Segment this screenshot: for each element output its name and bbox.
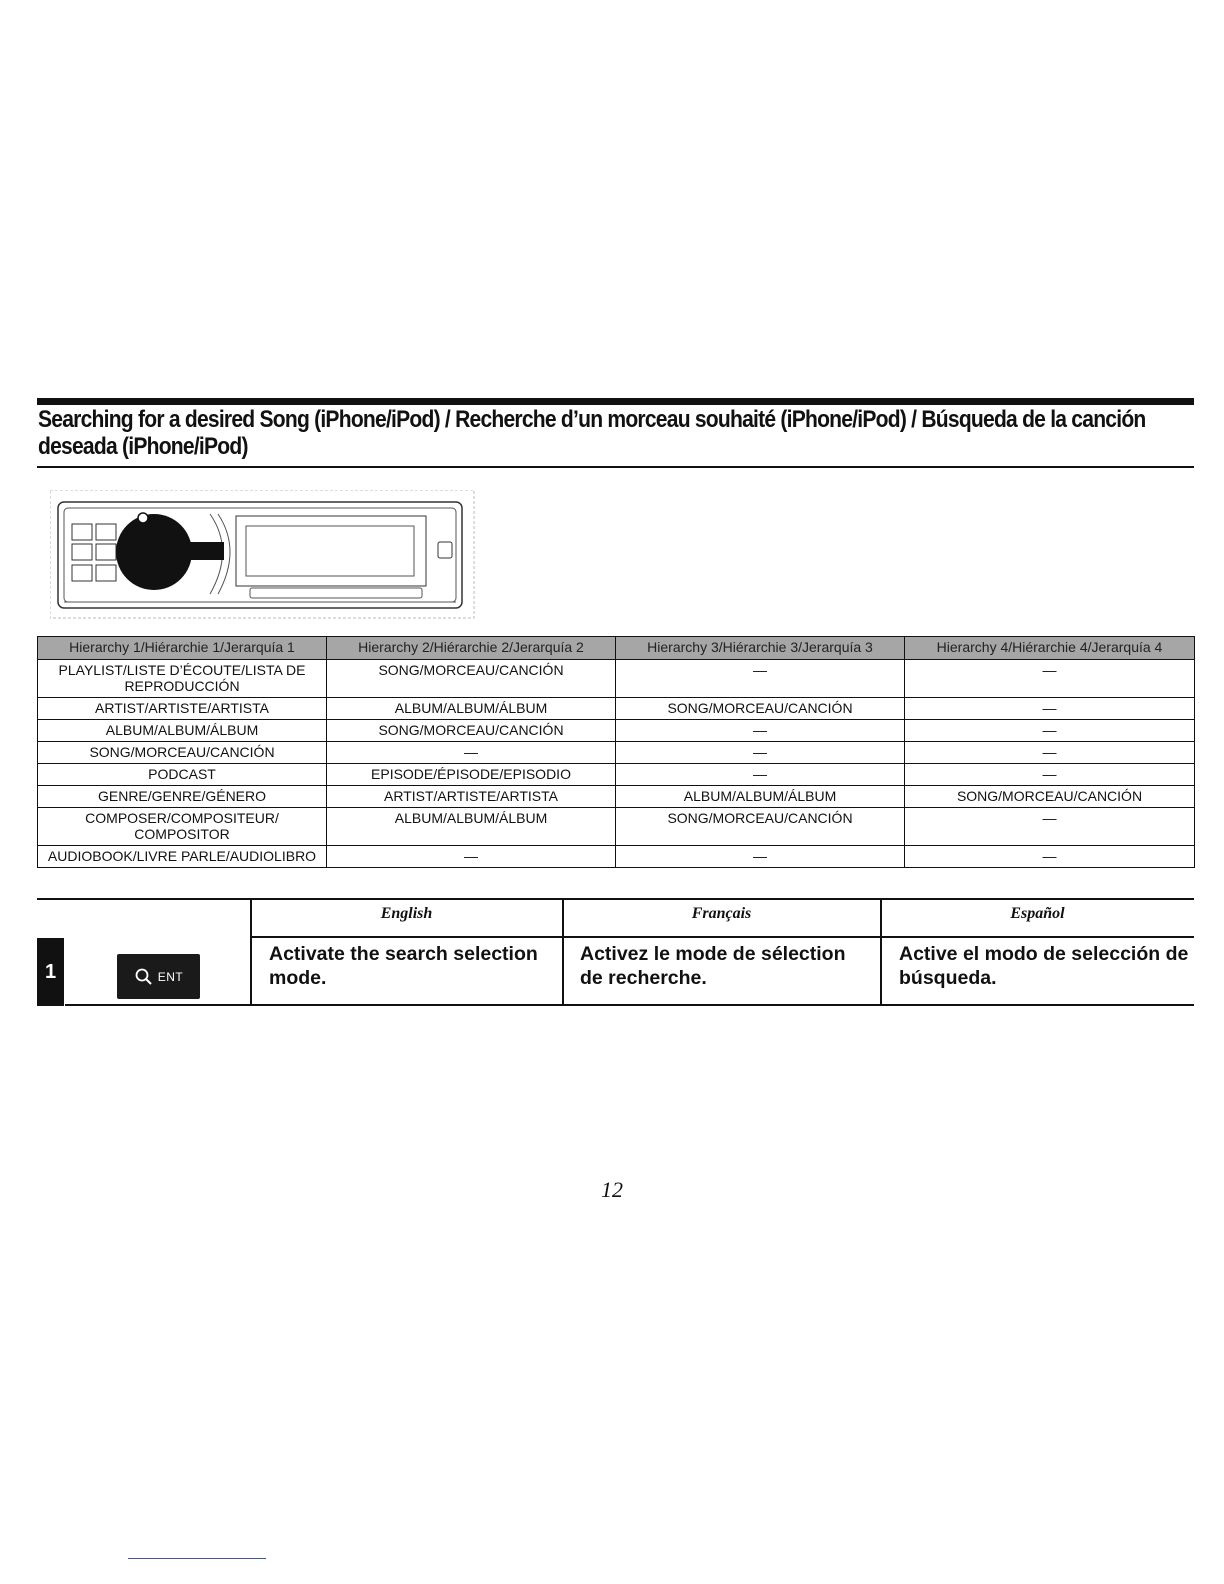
ent-button-label: ENT: [157, 969, 184, 984]
table-cell: —: [616, 720, 905, 742]
table-cell: —: [905, 660, 1195, 698]
table-cell: ARTIST/ARTISTE/ARTISTA: [38, 698, 327, 720]
table-row: [38, 846, 1195, 868]
search-icon: [134, 967, 154, 987]
table-cell: GENRE/GENRE/GÉNERO: [38, 786, 327, 808]
table-cell: —: [616, 742, 905, 764]
hierarchy-table: [37, 636, 1195, 868]
instruction-spanish: Active el modo de selección de búsqueda.: [899, 943, 1189, 989]
header-hierarchy-4: Hierarchy 4/Hiérarchie 4/Jerarquía 4: [905, 637, 1195, 660]
table-cell: —: [616, 846, 905, 868]
instruction-table-bottom-rule: [65, 1004, 1194, 1006]
instruction-english: Activate the search selection mode.: [269, 943, 538, 989]
table-cell: ALBUM/ALBUM/ÁLBUM: [327, 808, 616, 846]
table-row: [38, 720, 1195, 742]
table-cell: —: [905, 764, 1195, 786]
table-header-row: [38, 637, 1195, 660]
table-cell: PODCAST: [38, 764, 327, 786]
instruction-french: Activez le mode de sélection de recherche.: [580, 943, 846, 989]
table-cell: SONG/MORCEAU/CANCIÓN: [38, 742, 327, 764]
table-cell: —: [905, 808, 1195, 846]
table-cell: ALBUM/ALBUM/ÁLBUM: [616, 786, 905, 808]
title-rule: [37, 466, 1194, 468]
language-header-spanish: Español: [1010, 905, 1065, 922]
table-cell: —: [327, 846, 616, 868]
language-header-english: English: [380, 905, 433, 922]
table-cell: SONG/MORCEAU/CANCIÓN: [616, 808, 905, 846]
table-cell: SONG/MORCEAU/CANCIÓN: [327, 720, 616, 742]
table-cell: —: [905, 742, 1195, 764]
table-cell: ALBUM/ALBUM/ÁLBUM: [38, 720, 327, 742]
table-cell: SONG/MORCEAU/CANCIÓN: [616, 698, 905, 720]
title-top-bar: [37, 398, 1194, 405]
table-cell: COMPOSER/COMPOSITEUR/ COMPOSITOR: [38, 808, 327, 846]
table-cell: SONG/MORCEAU/CANCIÓN: [905, 786, 1195, 808]
table-row: [38, 660, 1195, 698]
step-number: 1: [37, 938, 64, 1006]
instruction-table-top-rule: [37, 898, 1194, 900]
header-hierarchy-2: Hierarchy 2/Hiérarchie 2/Jerarquía 2: [327, 637, 616, 660]
instruction-header-rule: [250, 936, 1194, 938]
table-cell: AUDIOBOOK/LIVRE PARLE/AUDIOLIBRO: [38, 846, 327, 868]
table-cell: —: [616, 764, 905, 786]
table-row: [38, 742, 1195, 764]
table-cell: —: [905, 698, 1195, 720]
search-ent-button[interactable]: [117, 954, 200, 999]
car-stereo-icon: [50, 490, 476, 620]
page-title: Searching for a desired Song (iPhone/iPod) / Recherche d’un morceau souhaité (iPhone/iPod) / Búsqueda de la canción deseada (iPhone/iPod): [38, 406, 1146, 460]
header-hierarchy-3: Hierarchy 3/Hiérarchie 3/Jerarquía 3: [616, 637, 905, 660]
table-cell: SONG/MORCEAU/CANCIÓN: [327, 660, 616, 698]
table-row: [38, 808, 1195, 846]
header-hierarchy-1: Hierarchy 1/Hiérarchie 1/Jerarquía 1: [38, 637, 327, 660]
table-cell: PLAYLIST/LISTE D’ÉCOUTE/LISTA DE REPRODUCCIÓN: [38, 660, 327, 698]
table-cell: —: [616, 660, 905, 698]
page-number: 12: [601, 1177, 623, 1202]
table-cell: ARTIST/ARTISTE/ARTISTA: [327, 786, 616, 808]
table-row: [38, 786, 1195, 808]
table-cell: —: [327, 742, 616, 764]
table-cell: EPISODE/ÉPISODE/EPISODIO: [327, 764, 616, 786]
language-header-french: Français: [691, 905, 752, 922]
table-row: [38, 698, 1195, 720]
table-row: [38, 764, 1195, 786]
table-cell: —: [905, 846, 1195, 868]
table-cell: ALBUM/ALBUM/ÁLBUM: [327, 698, 616, 720]
table-cell: —: [905, 720, 1195, 742]
footer-rule: [128, 1558, 266, 1559]
